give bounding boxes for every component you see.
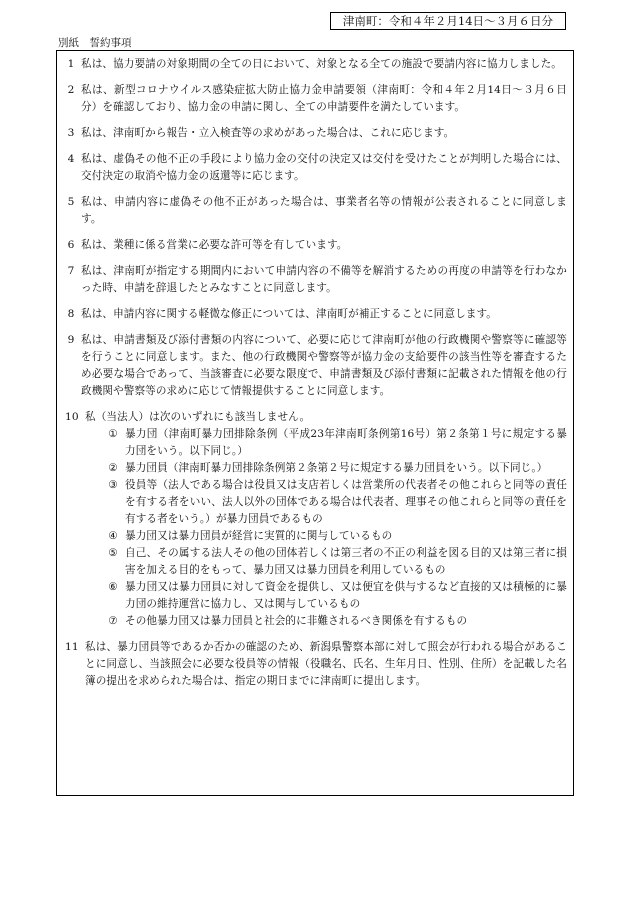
sub-number: ⑤ <box>108 547 118 559</box>
sub-number: ② <box>108 462 118 474</box>
exclusion-item-5 <box>85 545 567 579</box>
item-text: 私（当法人）は次のいずれにも該当しません。 <box>85 411 311 423</box>
sub-number: ⑥ <box>108 581 118 593</box>
pledge-list <box>56 50 574 796</box>
period-header <box>330 12 566 30</box>
item-number: 1 <box>67 58 75 70</box>
period-header-text: 津南町：令和４年２月14日～３月６日分 <box>342 14 554 28</box>
sub-number: ③ <box>108 479 118 491</box>
exclusion-item-1 <box>85 426 567 460</box>
item-number: 6 <box>67 239 75 251</box>
sub-text: 役員等（法人である場合は役員又は支店若しくは営業所の代表者その他これらと同等の責任を有する者をいい、法人以外の団体である場合は代表者、理事その他これらと同等の責任を有する者をいう。）が暴力団員であるもの <box>125 479 567 525</box>
sub-text: 暴力団又は暴力団員に対して資金を提供し、又は便宜を供与するなど直接的又は積極的に暴力団の維持運営に協力し、又は関与しているもの <box>125 581 567 610</box>
exclusion-item-6 <box>85 579 567 613</box>
exclusion-item-3 <box>85 477 567 528</box>
item-text: 私は、申請書類及び添付書類の内容について、必要に応じて津南町が他の行政機関や警察等に確認等を行うことに同意します。また、他の行政機関や警察等が協力金の支給要件の該当性等を審査するため必要な場合であって、当該審査に必要な限度で、申請書類及び添付書類に記載された情報を他の行政機関や警察等の求めに応じて情報提供することに同意します。 <box>81 334 567 397</box>
sub-text: その他暴力団又は暴力団員と社会的に非難されるべき関係を有するもの <box>125 615 468 627</box>
pledge-item-1 <box>63 56 567 73</box>
exclusion-item-7 <box>85 613 567 630</box>
item-number: 2 <box>67 84 75 96</box>
sub-text: 暴力団（津南町暴力団排除条例（平成23年津南町条例第16号）第２条第１号に規定する暴力団をいう。以下同じ。） <box>125 428 567 457</box>
item-number: 10 <box>65 411 79 423</box>
pledge-item-11 <box>63 639 567 690</box>
item-text: 私は、申請内容に虚偽その他不正があった場合は、事業者名等の情報が公表されることに同意します。 <box>81 196 567 225</box>
sub-text: 自己、その属する法人その他の団体若しくは第三者の不正の利益を図る目的又は第三者に損害を加える目的をもって、暴力団又は暴力団員を利用しているもの <box>125 547 567 576</box>
pledge-item-3 <box>63 125 567 142</box>
item-text: 私は、津南町が指定する期間内において申請内容の不備等を解消するための再度の申請等を行わなかった時、申請を辞退したとみなすことに同意します。 <box>81 265 567 294</box>
pledge-item-2 <box>63 82 567 116</box>
item-number: 11 <box>65 641 79 653</box>
item-text: 私は、新型コロナウイルス感染症拡大防止協力金申請要領（津南町：令和４年２月14日～３月６日分）を確認しており、協力金の申請に関し、全ての申請要件を満たしています。 <box>81 84 567 113</box>
pledge-item-8 <box>63 306 567 323</box>
item-number: 9 <box>67 334 75 346</box>
sub-number: ① <box>108 428 118 440</box>
pledge-item-5 <box>63 194 567 228</box>
pledge-item-6 <box>63 237 567 254</box>
sub-number: ⑦ <box>108 615 118 627</box>
pledge-item-7 <box>63 263 567 297</box>
item-text: 私は、業種に係る営業に必要な許可等を有しています。 <box>81 239 348 251</box>
item-text: 私は、協力要請の対象期間の全ての日において、対象となる全ての施設で要請内容に協力しました。 <box>81 58 563 70</box>
item-number: 8 <box>67 308 75 320</box>
sub-text: 暴力団又は暴力団員が経営に実質的に関与しているもの <box>125 530 393 542</box>
item-number: 5 <box>67 196 75 208</box>
exclusion-list <box>85 426 567 630</box>
item-text: 私は、暴力団員等であるか否かの確認のため、新潟県警察本部に対して照会が行われる場合があることに同意し、当該照会に必要な役員等の情報（役職名、氏名、生年月日、性別、住所）を記載した名簿の提出を求められた場合は、指定の期日までに津南町に提出します。 <box>85 641 567 687</box>
item-number: 7 <box>67 265 75 277</box>
sub-text: 暴力団員（津南町暴力団排除条例第２条第２号に規定する暴力団員をいう。以下同じ。） <box>125 462 548 474</box>
item-text: 私は、虚偽その他不正の手段により協力金の交付の決定又は交付を受けたことが判明した場合には、交付決定の取消や協力金の返還等に応じます。 <box>81 153 567 182</box>
pledge-item-9 <box>63 332 567 400</box>
pledge-item-4 <box>63 151 567 185</box>
attachment-label: 別紙 誓約事項 <box>58 37 132 49</box>
pledge-item-10 <box>63 409 567 630</box>
sub-number: ④ <box>108 530 118 542</box>
item-number: 4 <box>67 153 75 165</box>
item-number: 3 <box>67 127 75 139</box>
item-text: 私は、津南町から報告・立入検査等の求めがあった場合は、これに応じます。 <box>81 127 455 139</box>
exclusion-item-4 <box>85 528 567 545</box>
exclusion-item-2 <box>85 460 567 477</box>
item-text: 私は、申請内容に関する軽微な修正については、津南町が補正することに同意します。 <box>81 308 497 320</box>
